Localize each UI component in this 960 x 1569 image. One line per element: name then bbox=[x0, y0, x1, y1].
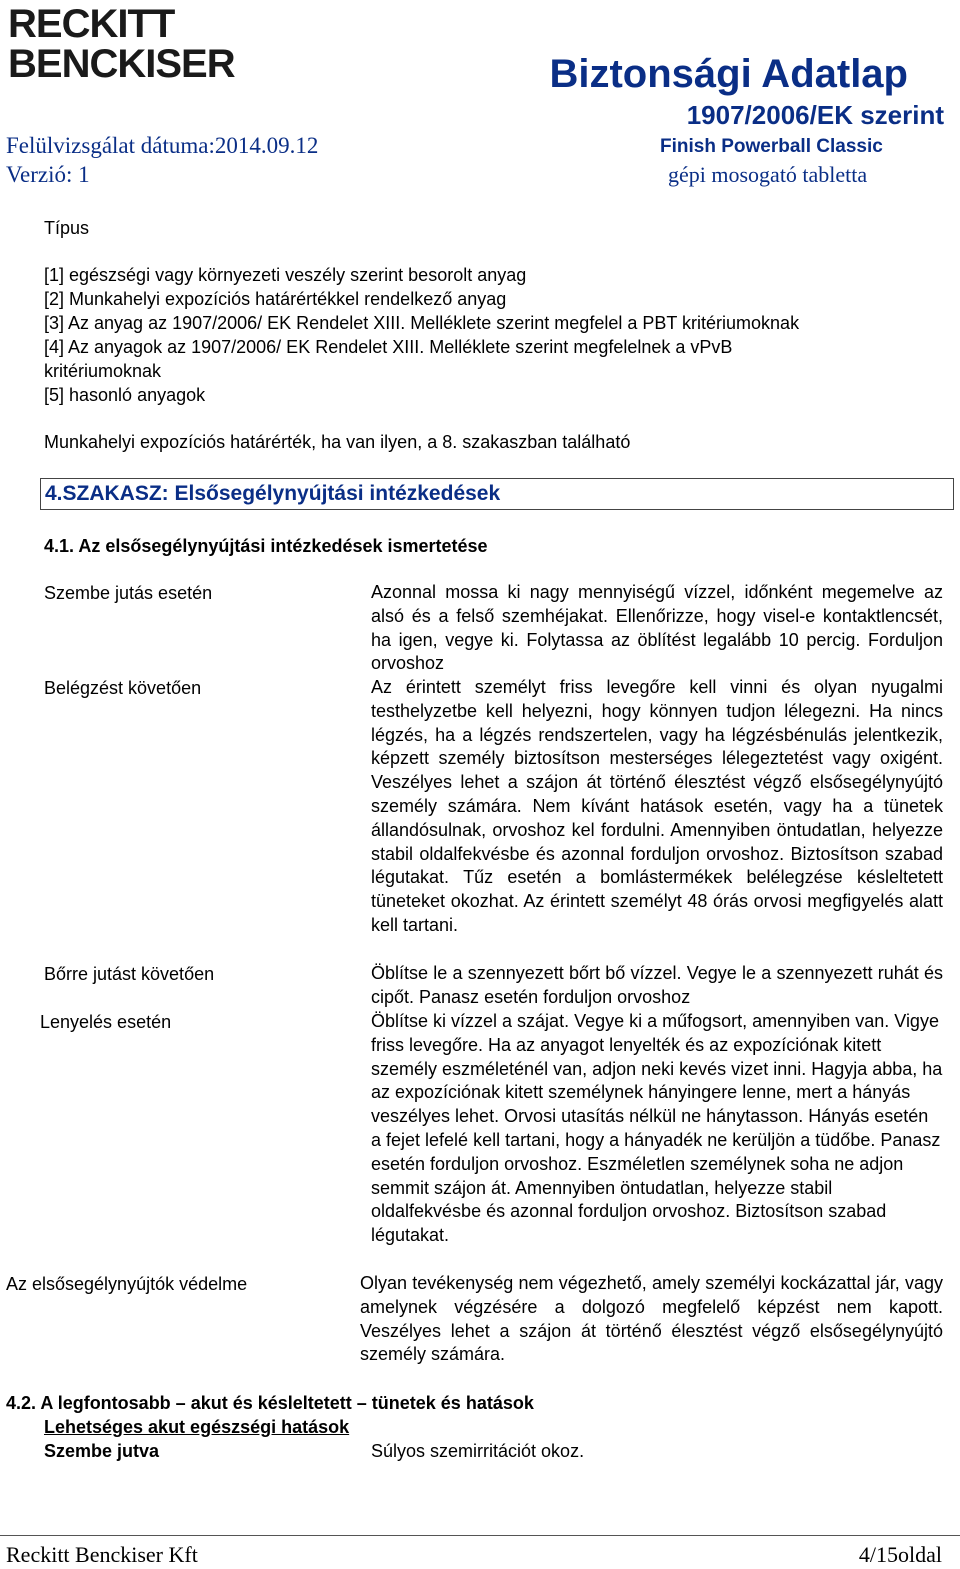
regulation-reference: 1907/2006/EK szerint bbox=[686, 100, 944, 130]
section-4-title: 4.SZAKASZ: Elsősegélynyújtási intézkedések bbox=[45, 482, 501, 505]
entry-label-inhalation: Belégzést követően bbox=[44, 678, 202, 698]
company-logo bbox=[8, 4, 238, 92]
legend-item: [4] Az anyagok az 1907/2006/ EK Rendelet XIII. Melléklete szerint megfelelnek a vPvB bbox=[44, 337, 733, 357]
entry-label-skin: Bőrre jutást követően bbox=[44, 964, 215, 984]
legend-item: [2] Munkahelyi expozíciós határértékkel rendelkező anyag bbox=[44, 289, 507, 309]
type-label: Típus bbox=[44, 218, 90, 238]
section-4-header bbox=[40, 478, 954, 510]
footer-divider bbox=[0, 1535, 960, 1536]
entry-label-eye: Szembe jutás esetén bbox=[44, 583, 213, 603]
entry-text-ingestion: Öblítse ki vízzel a szájat. Vegye ki a műfogsort, amennyiben van. Vigye friss levegőre. Ha az anyagot lenyelték és az expozíciónak kitett személy eszméleténél van, adjon neki kevés vizet inni. Hagyja abba, ha az expozíciónak kitett személynek hányingere lenne, mert a hányás veszélyes lehet. Orvosi utasítás nélkül ne hánytasson. Hányás esetén a fejet lefelé kell tartani, hogy a hányadék ne kerüljön a tüdőbe. Panasz esetén forduljon orvoshoz. Eszméletlen személynek soha ne adjon semmit szájon át. Amennyiben öntudatlan, helyezze stabil oldalfekvésbe és azonnal forduljon orvoshoz. Biztosítson szabad légutakat. bbox=[371, 1011, 943, 1246]
entry-text-inhalation: Az érintett személyt friss levegőre kell vinni és olyan nyugalmi testhelyzetbe kell helyezni, hogy könnyen tudjon lélegezni. Ha nincs légzés, ha a légzés rendszertelen, vagy ha légzésbénulás jelentkezik, képzett személy biztosítson mesterséges lélegeztetést vagy oxigént. Veszélyes lehet a szájon át történő élesztést végző elsősegélynyújtó személy számára. Nem kívánt hatások esetén, vagy ha a tünetek állandósulnak, orvoshoz kel fordulni. Amennyiben öntudatlan, helyezze stabil oldalfekvésbe és azonnal forduljon orvoshoz. Biztosítson szabad légutakat. Tűz esetén a bomlástermékek belélegzése késleltetett tüneteket okozhat. Az érintett személyt 48 órás orvosi megfigyelés alatt kell tartani. bbox=[371, 677, 943, 935]
legend-item: [5] hasonló anyagok bbox=[44, 385, 206, 405]
logo-line-2: BENCKISER bbox=[8, 42, 235, 86]
acute-health-effects-heading: Lehetséges akut egészségi hatások bbox=[44, 1417, 350, 1437]
eye-contact-label: Szembe jutva bbox=[44, 1441, 160, 1461]
eye-contact-effect: Súlyos szemirritációt okoz. bbox=[371, 1441, 585, 1461]
legend-item: [1] egészségi vagy környezeti veszély szerint besorolt anyag bbox=[44, 265, 527, 285]
legend-item: [3] Az anyag az 1907/2006/ EK Rendelet XIII. Melléklete szerint megfelel a PBT kritériumoknak bbox=[44, 313, 800, 333]
entry-text-skin: Öblítse le a szennyezett bőrt bő vízzel. Vegye le a szennyezett ruhát és cipőt. Panasz esetén forduljon orvoshoz bbox=[371, 963, 943, 1007]
product-type: gépi mosogató tabletta bbox=[668, 162, 868, 187]
subsection-4-1-title: 4.1. Az elsősegélynyújtási intézkedések ismertetése bbox=[44, 536, 488, 556]
logo-line-1: RECKITT bbox=[8, 2, 175, 46]
page-number: 4/15oldal bbox=[858, 1542, 942, 1567]
document-title: Biztonsági Adatlap bbox=[549, 52, 908, 96]
entry-text-first-aider-protection: Olyan tevékenység nem végezhető, amely személyi kockázattal jár, vagy amelynek végzésére a dolgozó megfelelő képzést nem kapott. Veszélyes lehet a szájon át történő élesztést végző elsősegélynyújtó személy számára. bbox=[360, 1273, 943, 1365]
entry-label-first-aider-protection: Az elsősegélynyújtók védelme bbox=[6, 1274, 248, 1294]
version: Verzió: 1 bbox=[6, 162, 90, 187]
entry-text-eye: Azonnal mossa ki nagy mennyiségű vízzel, időnként megemelve az alsó és a felső szemhéjakat. Ellenőrizze, hogy visel-e kontaktlencsét, ha igen, vegye ki. Folytassa az öblítést legalább 10 percig. Forduljon orvoshoz bbox=[371, 582, 943, 674]
entry-label-ingestion: Lenyelés esetén bbox=[40, 1012, 172, 1032]
revision-date: Felülvizsgálat dátuma:2014.09.12 bbox=[6, 133, 319, 158]
footer-company: Reckitt Benckiser Kft bbox=[6, 1542, 198, 1567]
product-name: Finish Powerball Classic bbox=[660, 136, 883, 157]
exposure-limit-note: Munkahelyi expozíciós határérték, ha van ilyen, a 8. szakaszban található bbox=[44, 432, 631, 452]
legend-item: kritériumoknak bbox=[44, 361, 162, 381]
subsection-4-2-title: 4.2. A legfontosabb – akut és késleltetett – tünetek és hatások bbox=[6, 1393, 534, 1413]
